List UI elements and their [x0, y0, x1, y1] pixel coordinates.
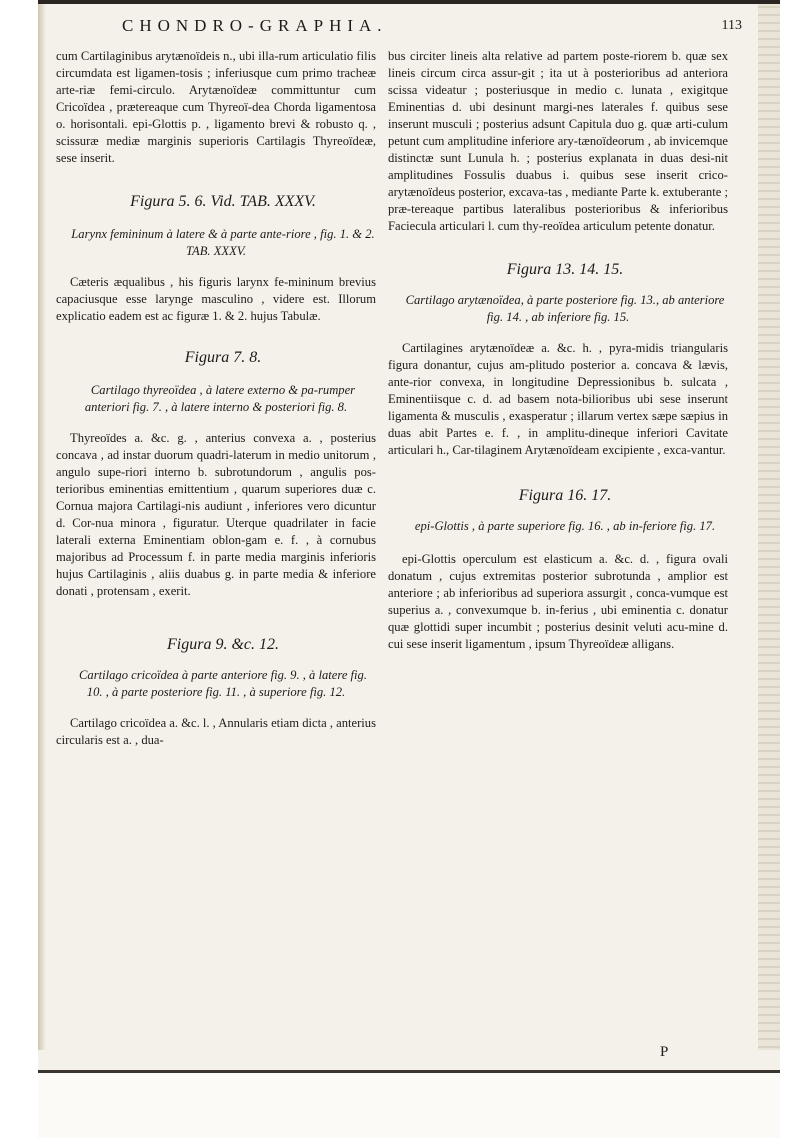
- signature-mark: P: [660, 1044, 669, 1060]
- figure-heading-5-6: Figura 5. 6. Vid. TAB. XXXV.: [130, 193, 316, 210]
- figure-caption-16-17: epi-Glottis , à parte superiore fig. 16. , ab in-feriore fig. 17.: [414, 519, 716, 533]
- figure-caption-9-12: Cartilago cricoïdea à parte anteriore fig. 9. , à latere fig. 10. , à parte posteriore fig. 11. , à superiore fig. 12.: [79, 668, 367, 699]
- right-column: [388, 48, 728, 653]
- figure-caption-5-6: Larynx femininum à latere & à parte ante-riore , fig. 1. & 2. TAB. XXXV.: [71, 227, 375, 258]
- left-column: [56, 48, 376, 749]
- top-border: [38, 0, 780, 4]
- page-gutter-shadow: [38, 0, 46, 1050]
- figure-caption-13-15: Cartilago arytænoïdea, à parte posteriore fig. 13., ab anteriore fig. 14. , ab inferiore fig. 15.: [405, 293, 725, 324]
- figure-heading-7-8: Figura 7. 8.: [184, 349, 262, 366]
- paragraph-fig-9-12: Cartilago cricoïdea a. &c. l. , Annularis etiam dicta , anterius circularis est a. , dua-: [56, 716, 376, 747]
- paragraph-fig-13-15: Cartilagines arytænoïdeæ a. &c. h. , pyra-midis triangularis figura donantur, cujus am-plitudo posterior a. concava & lævis, ante-rior convexa, in longitudine Depressionibus b. sulcata , Eminentiisque c. d. ad basem nota-bilioribus ubi sese inserunt ligamenta & musculis , exasperatur ; illarum vertex sæpe sæpius in duas abit Partes e. f. , in amplitu-dineque inferiori Cavitate articulari h., Car-tilaginem Arytænoïdeam excipiente , exca-vantur.: [388, 341, 728, 457]
- book-page: [38, 0, 780, 1138]
- figure-heading-13-15: Figura 13. 14. 15.: [506, 261, 624, 278]
- next-leaf-edge: [38, 1073, 780, 1138]
- figure-heading-16-17: Figura 16. 17.: [518, 487, 612, 504]
- figure-caption-7-8: Cartilago thyreoïdea , à latere externo & pa-rumper anteriori fig. 7. , à latere interno & posteriori fig. 8.: [84, 383, 356, 414]
- paragraph-continuation: bus circiter lineis alta relative ad partem poste-riorem b. quæ sex lineis circum circa assur-git ; ita ut à posterioribus ad anteriora scissa videatur ; posteriusque in medio c. lunata , exigitque Eminentias d. ubi desinunt margi-nes laterales f. quibus sese inserunt musculi ; posterius adsunt Capitula duo g. quæ arti-culum petunt cum amplitudine inferiore ary-tænoïdeorum , ab invicemque distinctæ sunt Lunula h. ; posterius explanata in duas desi-nit amplitudines Fossulis duabus i. quibus sese inserit crico-arytænoïdeus posterior, excava-tas , mediante Parte k. extuberante ; præ-tereaque partibus lateralibus posterioribus & inferioribus Faciecula articulari l. cum thy-reoïdea articulum petente donatur.: [388, 49, 728, 233]
- paragraph-intro: cum Cartilaginibus arytænoïdeis n., ubi illa-rum articulatio filis circumdata est ligamen-tosis ; inferiusque cum primo tracheæ arte-riæ femi-circulo. Arytænoïdeæ committuntur cum Cricoïdea , prætereaque cum Thyreoï-dea Chorda ligamentosa o. horisontali. epi-Glottis p. , ligamento brevi & robusto q. , scissuræ mediæ marginis superioris Cartilagis Thyreoïdeæ, sese inserit.: [56, 49, 376, 165]
- figure-heading-9-12: Figura 9. &c. 12.: [167, 636, 279, 653]
- page-number: 113: [721, 18, 742, 33]
- paragraph-fig-5-6: Cæteris æqualibus , his figuris larynx fe-mininum brevius capaciusque esse larynge masculino , videre est. Illorum explicatio eadem est ac figuræ 1. & 2. hujus Tabulæ.: [56, 275, 376, 323]
- paragraph-fig-7-8: Thyreoïdes a. &c. g. , anterius convexa a. , posterius concava , ad instar duorum quadri-laterum in medio unitorum , angulo supe-riori interno b. subrotundorum , angulis pos-terioribus eminentias emittentium , quarum superiores duæ c. Cornua majora Cartilagi-nis audiunt , inferiores vero dicuntur d. Cor-nua minora , figuratur. Uterque quadrilater in facie laterali externa Eminentiam oblon-gam e. f. , à cornubus majoribus ad Processum f. in parte media marginis inferioris hujus Cartilaginis , aliis duabus g. in parte media & inferiore donati , protensam , exerit.: [56, 431, 376, 598]
- page-fore-edge: [758, 0, 780, 1050]
- running-head-title: CHONDRO-GRAPHIA.: [122, 16, 388, 35]
- paragraph-fig-16-17: epi-Glottis operculum est elasticum a. &c. d. , figura ovali donatum , cujus extremitas posterior subrotunda , amplior est anteriore ; ab inferioribus ad superiora assurgit , conca-vumque est superius a. , convexumque b. in-ferius , ubi eminentia c. donatur quæ glottidi super incumbit ; posterius desinit veluti acu-mine d. cui sese inserit ligamentum , ipsum Thyreoïdeæ alligans.: [388, 552, 728, 651]
